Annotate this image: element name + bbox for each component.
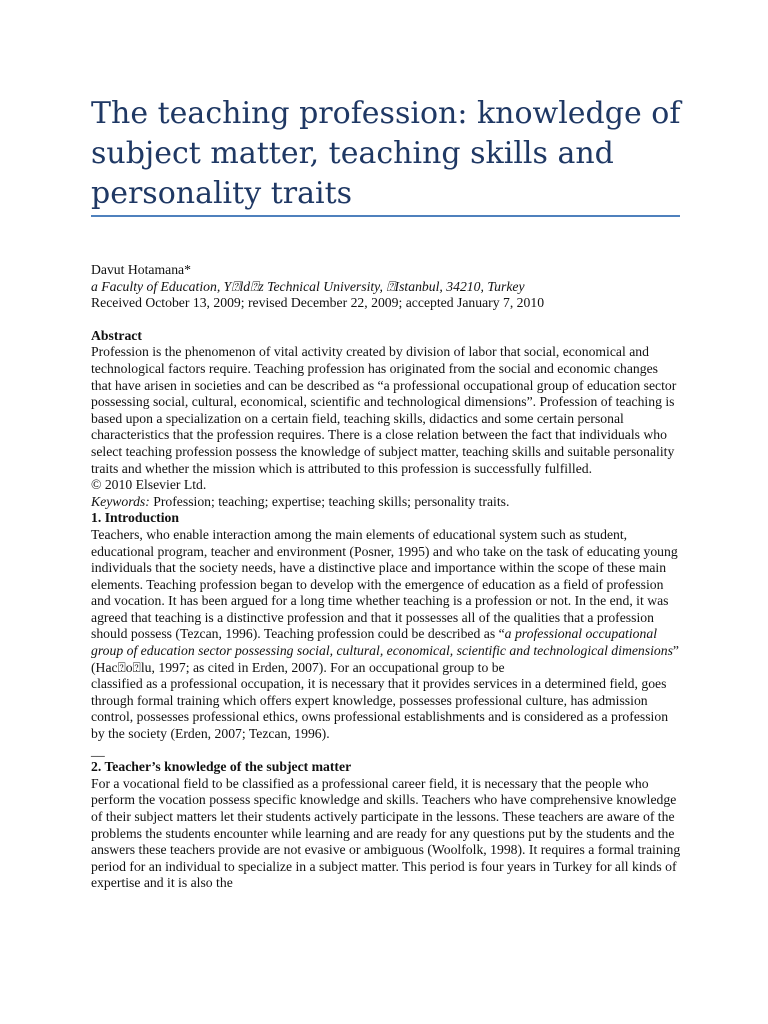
section-2-paragraph: For a vocational field to be classified as a professional career field, it is necessary that the people who perform the vocation possess specific knowledge and skills. Teachers who have comprehensive knowledge of their subject matters let their students actively participate in the lessons. These teachers are aware of the problems the students encounter while learning and are ready for any questions put by the students and the answers these teachers provide are not evasive or ambiguous (Woolfolk, 1998). It requires a formal training period for an individual to specialize in a subject matter. This period is four years in Turkey for all kinds of expertise and it is also the (91, 775, 681, 891)
section-1-text-a: Teachers, who enable interaction among the main elements of educational system such as student, educational program, teacher and environment (Posner, 1995) and who take on the task of educating young individuals that the society needs, have a distinctive place and importance within the scope of these main elements. Teaching profession began to develop with the emergence of education as a field of profession and vocation. It has been argued for a long time whether teaching is a profession or not. In the end, it was agreed that teaching is a distinctive profession and that it possesses all of the qualities that a profession should possess (Tezcan, 1996). Teaching profession could be described as “ (91, 526, 678, 642)
title-underline (91, 215, 680, 217)
paper-body (91, 262, 681, 892)
section-1-heading: 1. Introduction (91, 510, 179, 526)
section-1-paragraph-1 (91, 527, 681, 676)
keywords-line (91, 494, 681, 511)
paper-title: The teaching profession: knowledge of subject matter, teaching skills and personality traits (91, 96, 681, 211)
abstract-heading: Abstract (91, 327, 142, 343)
author-name: Davut Hotamana* (91, 262, 191, 277)
section-1-quote: a professional occupational group of education sector possessing social, cultural, economical, scientific and technological dimensions (91, 626, 673, 659)
section-1-paragraph-2: classified as a professional occupation, it is necessary that it provides services in a determined field, goes through formal training which offers expert knowledge, possesses professional culture, has admission control, possesses professional ethics, owns professional establishments and is considered as a profession by the society (Erden, 2007; Tezcan, 1996). (91, 676, 669, 742)
author-affiliation: a Faculty of Education, Y⍰ld⍰z Technical University, ⍰Istanbul, 34210, Turkey (91, 278, 525, 294)
keywords-label: Keywords: (91, 493, 150, 509)
abstract-text: Profession is the phenomenon of vital activity created by division of labor that social, economical and technological factors require. Teaching profession has originated from the social and economic changes that have arisen in societies and can be described as “a professional occupational group of education sector possessing social, cultural, economical, scientific and technological dimensions”. Profession of teaching is based upon a specialization on a certain field, teaching skills, didactics and some certain personal characteristics that the profession requires. There is a close relation between the fact that individuals who select teaching profession possess the knowledge of subject matter, teaching skills and suitable personality traits and whether the mission which is attributed to this profession is successfully fulfilled. (91, 344, 677, 476)
section-2-heading: 2. Teacher’s knowledge of the subject matter (91, 759, 352, 775)
copyright-line: © 2010 Elsevier Ltd. (91, 477, 207, 493)
keywords-list: Profession; teaching; expertise; teaching skills; personality traits. (149, 493, 510, 509)
received-dates: Received October 13, 2009; revised December 22, 2009; accepted January 7, 2010 (91, 295, 545, 311)
section-separator: __ (91, 742, 105, 758)
spacer (91, 312, 681, 328)
section-1-text-b: ” (Hac⍰o⍰lu, 1997; as cited in Erden, 2007). For an occupational group to be (91, 643, 679, 675)
